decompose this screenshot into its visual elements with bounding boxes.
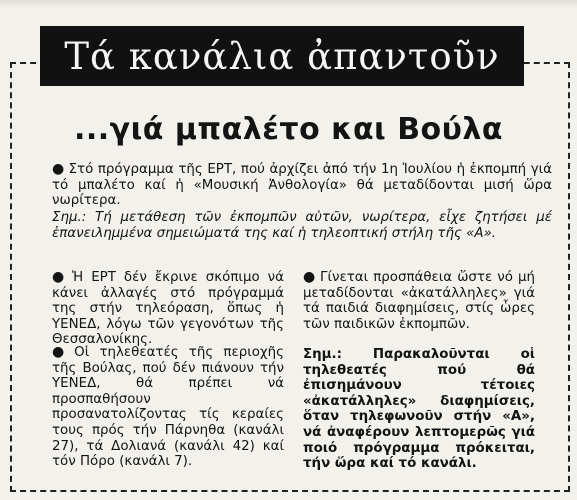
headline-title: Τά κανάλια ἀπαντοῦν — [64, 34, 500, 78]
page-top-edge — [0, 0, 577, 8]
bullet-icon: ● — [52, 161, 65, 177]
request-paragraph: Σημ.: Παρακαλοῦνται οἱ τηλεθεατές πού θά ἐπισημάνουν τέτοιες «ἀκατάλληλες» διαφημίσεις, ὅταν τηλεφωνοῦν στήν «Α», νά ἀναφέρουν λεπτομερῶς γιά ποιό πρόγραμμα πρόκειται, τήν ὥρα καί τό κανάλι. — [303, 347, 535, 472]
bullet-icon: ● — [52, 269, 68, 285]
effort-text: Γίνεται προσπάθεια ὥστε νό μή μεταδίδονται «ἀκατάλληλες» γιά τά παιδιά διαφημίσεις, στίς ὧρες τῶν παιδικῶν ἐκπομπῶν. — [303, 270, 535, 332]
intro-text: Στό πρόγραμμα τῆς ΕΡΤ, πού ἀρχίζει ἀπό τήν 1η Ἰουλίου ἡ ἐκπομπή γιά τό μπαλέτο καί ἡ «Μουσική Ἀνθολογία» θά μεταδίδονται μισή ὥρα νωρίτερα. — [52, 162, 552, 209]
article-subtitle: ...γιά μπαλέτο και Βούλα — [73, 112, 504, 147]
ert-text: Ἡ ΕΡΤ δέν ἔκρινε σκόπιμο νά κάνει ἀλλαγές στό πρόγραμμά της στήν τηλεόραση, ὅπως ἡ ΥΕΝΕΔ, λόγω τῶν γεγονότων τῆς Θεσσαλονίκης. — [52, 270, 284, 348]
viewers-paragraph — [52, 345, 284, 470]
ert-paragraph — [52, 270, 284, 348]
viewers-text: Οἱ τηλεθεατές τῆς περιοχῆς τῆς Βούλας, πού δέν πιάνουν τήν ΥΕΝΕΔ, θά πρέπει νά προσπαθήσουν προσανατολίζοντας τίς κεραίες τους πρός τήν Πάρνηθα (κανάλι 27), τά Δολιανά (κανάλι 42) καί τόν Πόρο (κανάλι 7). — [52, 345, 284, 470]
bullet-icon: ● — [52, 344, 71, 360]
headline-banner — [40, 26, 524, 86]
intro-paragraph — [52, 162, 552, 209]
effort-paragraph — [303, 270, 535, 332]
bullet-icon: ● — [303, 269, 317, 285]
note-paragraph: Σημ.: Τή μετάθεση τῶν ἐκπομπῶν αὐτῶν, νωρίτερα, εἶχε ζητήσει μέ ἐπανειλημμένα σημειώματά της καί ἡ τηλεοπτική στήλη τῆς «Α». — [52, 210, 552, 241]
